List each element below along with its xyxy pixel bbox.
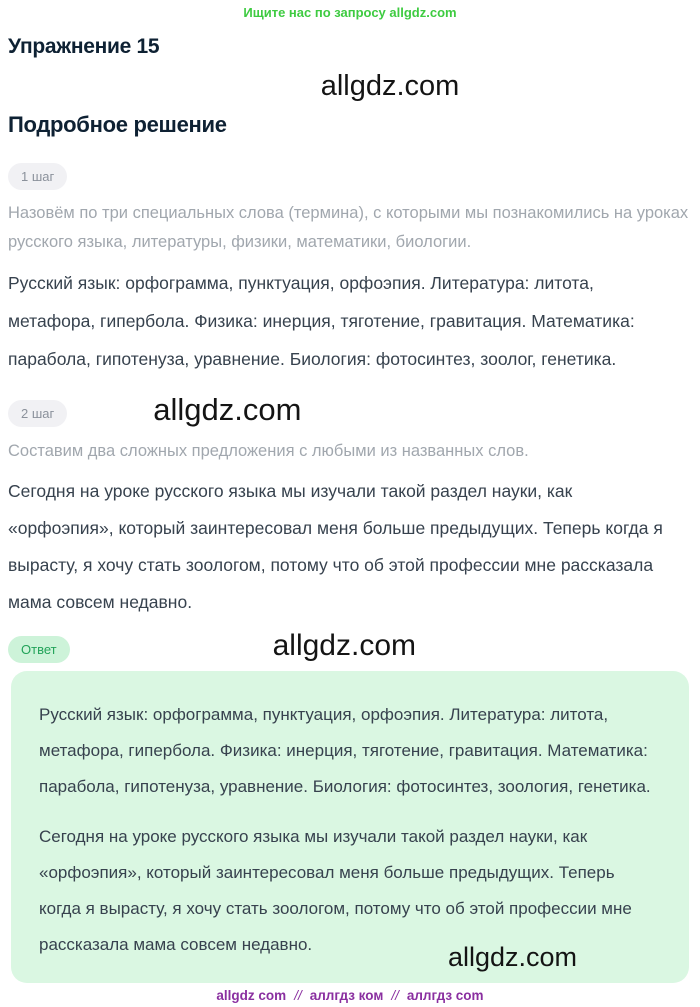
answer-paragraph-terms: Русский язык: орфограмма, пунктуация, орфоэпия. Литература: литота, метафора, гипербола. Физика: инерция, тяготение, гравитация. Математика: парабола, гипотенуза, уравнение. Биология: фотосинтез, зоология, генетика. (39, 705, 651, 796)
footer-separator: // (294, 988, 302, 1003)
footer-links (0, 988, 700, 1003)
answer-badge: Ответ (8, 636, 70, 663)
exercise-title: Упражнение 15 (8, 35, 160, 58)
footer-link-allgdz-com-cyrillic[interactable]: аллгдз com (406, 988, 484, 1003)
watermark-top: allgdz.com (320, 70, 460, 102)
step2-solution-text: Сегодня на уроке русского языка мы изучали такой раздел науки, как «орфоэпия», который заинтересовал меня больше предыдущих. Теперь когда я вырасту, я хочу стать зоологом, потому что об этой профессии мне рассказала мама совсем недавно. (8, 481, 663, 612)
step1-task-text: Назовём по три специальных слова (термина), с которыми мы познакомились на уроках русского языка, литературы, физики, математики, биологии. (8, 204, 689, 251)
site-search-banner: Ищите нас по запросу allgdz.com (243, 5, 457, 20)
solution-subtitle: Подробное решение (8, 112, 227, 137)
answer-paragraph-sentences: Сегодня на уроке русского языка мы изучали такой раздел науки, как «орфоэпия», который заинтересовал меня больше предыдущих. Теперь когда я вырасту, я хочу стать зоологом, потому что об этой профессии мне рассказала мама совсем недавно. (39, 827, 632, 954)
step2-badge: 2 шаг (8, 400, 67, 427)
footer-link-allgdz-kom[interactable]: аллгдз ком (309, 988, 384, 1003)
watermark-answer-box: allgdz.com (447, 942, 577, 972)
step2-badge-row (8, 392, 692, 428)
footer-link-allgdz-com[interactable]: allgdz com (216, 988, 287, 1003)
answer-box (11, 671, 689, 983)
step1-solution-text: Русский язык: орфограмма, пунктуация, орфоэпия. Литература: литота, метафора, гипербола. Физика: инерция, тяготение, гравитация. Математика: парабола, гипотенуза, уравнение. Биология: фотосинтез, зоолог, генетика. (8, 273, 635, 369)
step1-badge: 1 шаг (8, 163, 67, 190)
watermark-answer: allgdz.com (272, 629, 416, 662)
step1-badge-row (8, 163, 692, 190)
answer-badge-row (8, 629, 692, 663)
footer-separator: // (391, 988, 399, 1003)
watermark-step2: allgdz.com (153, 392, 302, 427)
step2-task-text: Составим два сложных предложения с любыми из названных слов. (8, 442, 529, 460)
